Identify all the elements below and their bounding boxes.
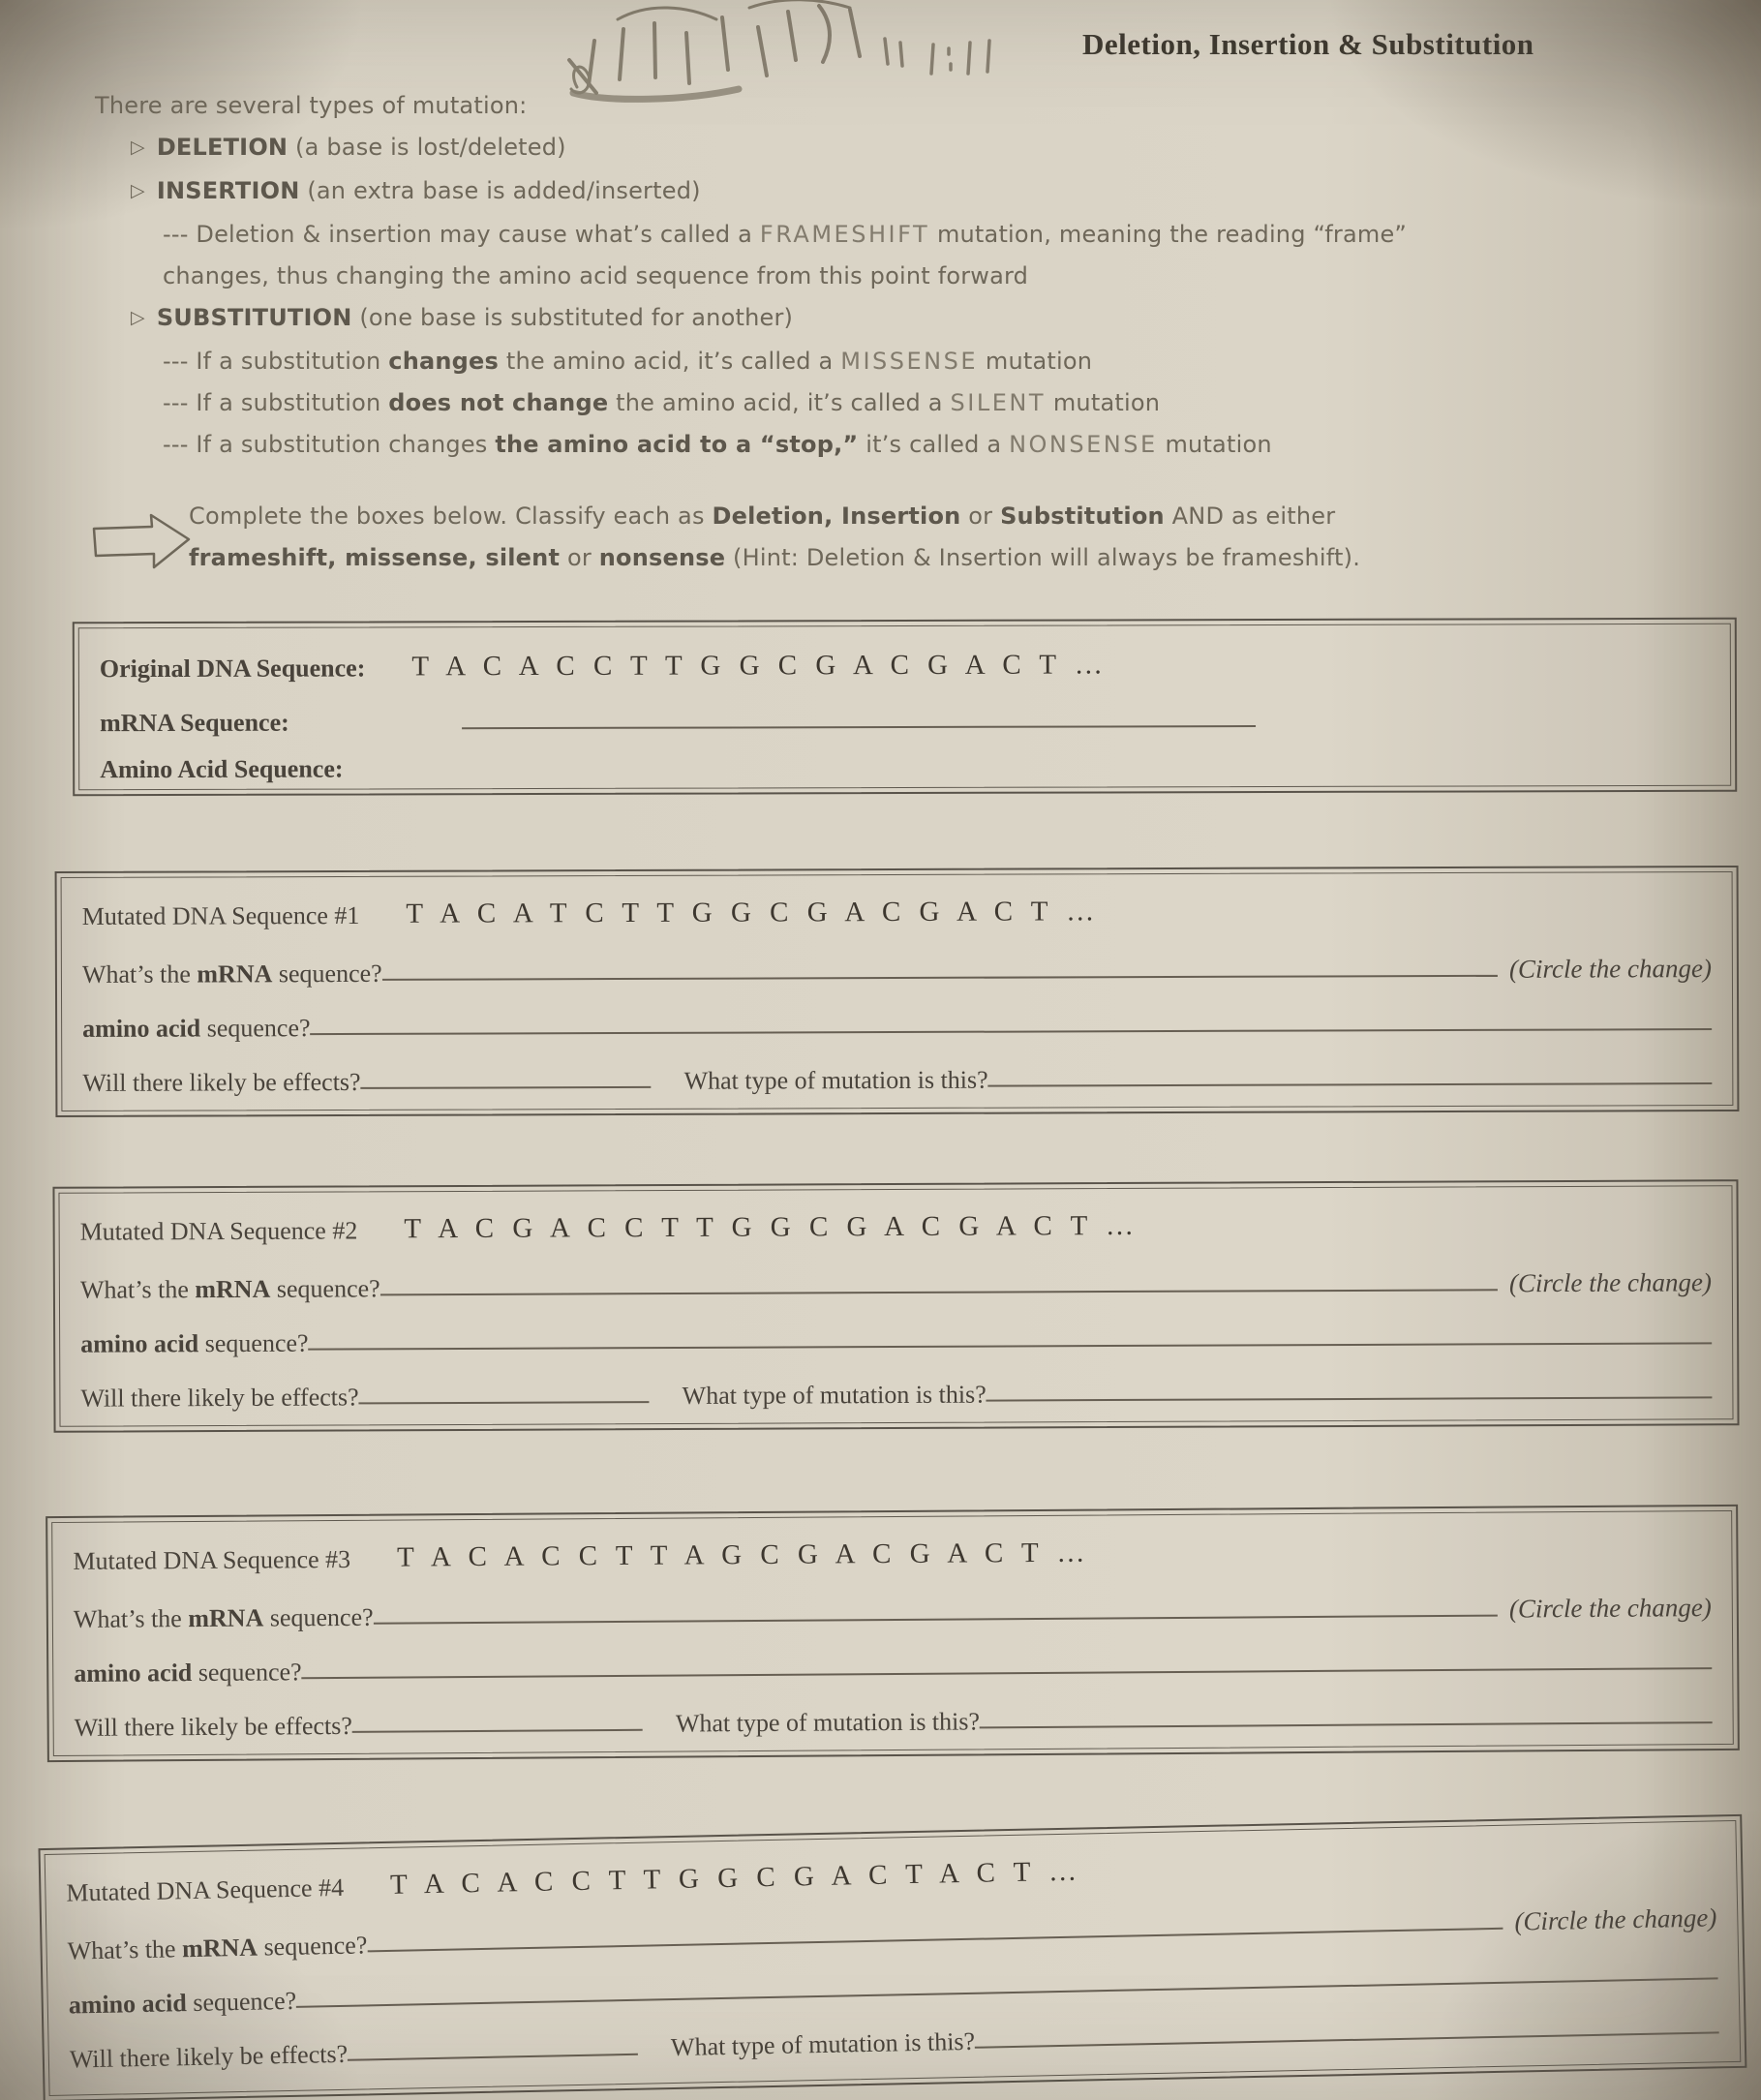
mutation-type-label: What type of mutation is this? bbox=[675, 1707, 981, 1738]
mrna-sequence-label: mRNA Sequence: bbox=[100, 708, 289, 737]
text-segment: Complete the boxes below. Classify each as bbox=[189, 502, 713, 530]
amino-question-row bbox=[80, 1311, 1712, 1356]
mutated-box-1 bbox=[55, 866, 1740, 1117]
frameshift-note-line1 bbox=[95, 214, 1528, 256]
bullet-deletion bbox=[95, 127, 1528, 170]
circle-change-note: (Circle the change) bbox=[1508, 1592, 1712, 1624]
text-segment: (one base is substituted for another) bbox=[351, 304, 794, 331]
text-segment: sequence? bbox=[192, 1657, 302, 1687]
text-segment: sequence? bbox=[200, 1013, 311, 1043]
circle-change-note: (Circle the change) bbox=[1514, 1902, 1717, 1936]
text-segment: SUBSTITUTION bbox=[156, 304, 352, 331]
mrna-answer-blank bbox=[374, 1615, 1498, 1625]
text-segment: --- If a substitution changes bbox=[163, 431, 496, 458]
circle-change-note: (Circle the change) bbox=[1508, 953, 1712, 984]
text-segment: or bbox=[560, 544, 599, 571]
arrowhead-bullet-icon: ▷ bbox=[131, 180, 145, 201]
effects-question-label: Will there likely be effects? bbox=[82, 1067, 361, 1097]
mrna-answer-blank bbox=[367, 1928, 1503, 1953]
mutation-type-blank bbox=[975, 2031, 1719, 2048]
effects-question-label: Will there likely be effects? bbox=[80, 1383, 359, 1413]
effects-answer-blank bbox=[348, 2054, 638, 2061]
amino-question-label bbox=[74, 1659, 302, 1687]
bullet-insertion bbox=[95, 170, 1528, 214]
mutated-box-4 bbox=[39, 1814, 1747, 2100]
text-segment: sequence? bbox=[270, 1274, 380, 1303]
text-segment: nonsense bbox=[598, 544, 726, 571]
amino-answer-blank bbox=[296, 1977, 1717, 2007]
text-segment: mRNA bbox=[181, 1933, 258, 1963]
effects-question-label: Will there likely be effects? bbox=[69, 2039, 349, 2074]
mrna-question-row bbox=[80, 1257, 1712, 1302]
instruction-text bbox=[189, 496, 1360, 579]
mutation-type-label: What type of mutation is this? bbox=[682, 1380, 987, 1410]
amino-question-row bbox=[74, 1636, 1712, 1687]
amino-question-label bbox=[80, 1329, 309, 1356]
amino-question-row bbox=[82, 997, 1712, 1042]
bullet-deletion-text bbox=[157, 134, 566, 161]
mutation-type-blank bbox=[988, 1082, 1713, 1087]
mutation-type-blank bbox=[980, 1721, 1713, 1728]
mutated-dna-sequence: T A C A C C T T A G C G A C G A C T … bbox=[396, 1537, 1091, 1573]
original-sequence-box bbox=[73, 618, 1737, 796]
mutated-sequence-row bbox=[73, 1524, 1711, 1574]
intro-heading: There are several types of mutation: bbox=[95, 92, 528, 119]
page-title: Deletion, Insertion & Substitution bbox=[1082, 27, 1534, 61]
text-segment: (Hint: Deletion & Insertion will always be frameshift). bbox=[725, 544, 1361, 571]
mutation-type-label: What type of mutation is this? bbox=[670, 2026, 976, 2061]
mutated-box-3 bbox=[46, 1505, 1740, 1762]
original-sequence-row bbox=[100, 639, 1710, 682]
effects-answer-blank bbox=[359, 1401, 650, 1404]
mrna-row bbox=[100, 693, 1710, 736]
nonsense-note bbox=[95, 424, 1528, 466]
mrna-question-label bbox=[67, 1932, 367, 1964]
silent-note bbox=[95, 382, 1528, 424]
amino-acid-row bbox=[100, 740, 1710, 782]
text-segment: the amino acid to a “stop,” bbox=[495, 431, 859, 458]
text-segment: mRNA bbox=[197, 959, 273, 989]
text-segment: frameshift, missense, silent bbox=[189, 544, 561, 571]
text-segment: What’s the bbox=[67, 1933, 183, 1965]
text-segment: changes, thus changing the amino acid sequence from this point forward bbox=[163, 262, 1029, 289]
bullet-substitution-text bbox=[157, 304, 793, 331]
text-segment: amino acid bbox=[68, 1988, 188, 2020]
mutation-type-label: What type of mutation is this? bbox=[683, 1065, 988, 1095]
original-dna-sequence: T A C A C C T T G G C G A C G A C T … bbox=[411, 649, 1108, 682]
text-segment: mRNA bbox=[195, 1274, 271, 1303]
mutated-box-2 bbox=[52, 1179, 1739, 1433]
text-segment: MISSENSE bbox=[840, 348, 979, 375]
arrowhead-bullet-icon: ▷ bbox=[131, 137, 145, 158]
text-segment: --- Deletion & insertion may cause what’s called a bbox=[163, 221, 760, 248]
text-segment: mutation bbox=[978, 348, 1093, 375]
text-segment: What’s the bbox=[81, 959, 197, 989]
intro-section bbox=[95, 85, 1528, 466]
mrna-answer-blank bbox=[462, 725, 1256, 729]
amino-question-label bbox=[82, 1015, 311, 1042]
instruction-line1 bbox=[189, 496, 1360, 537]
mutated-dna-sequence: T A C A T C T T G G C G A C G A C T … bbox=[406, 895, 1101, 929]
effects-question-row bbox=[82, 1051, 1712, 1096]
effects-answer-blank bbox=[361, 1086, 652, 1089]
text-segment: or bbox=[960, 502, 1001, 530]
text-segment: mutation, meaning the reading “frame” bbox=[929, 221, 1408, 248]
effects-question-label: Will there likely be effects? bbox=[74, 1711, 352, 1742]
text-segment: it’s called a bbox=[858, 431, 1010, 458]
original-dna-label: Original DNA Sequence: bbox=[99, 654, 366, 683]
mutated-sequence-row bbox=[66, 1834, 1715, 1905]
mrna-question-row bbox=[74, 1582, 1712, 1632]
text-segment: NONSENSE bbox=[1009, 431, 1158, 458]
effects-question-row bbox=[74, 1690, 1712, 1741]
text-segment: FRAMESHIFT bbox=[759, 221, 930, 248]
text-segment: (an extra base is added/inserted) bbox=[299, 177, 701, 204]
missense-note bbox=[95, 341, 1528, 382]
mutated-dna-sequence: T A C G A C C T T G G C G A C G A C T … bbox=[404, 1209, 1140, 1244]
mutated-dna-sequence: T A C A C C T T G G C G A C T A C T … bbox=[389, 1855, 1083, 1901]
mutated-sequence-row bbox=[80, 1199, 1712, 1244]
circle-change-note: (Circle the change) bbox=[1508, 1266, 1712, 1297]
mrna-question-label bbox=[82, 960, 382, 988]
mutated-dna-label: Mutated DNA Sequence #4 bbox=[66, 1872, 345, 1907]
instruction-line2 bbox=[189, 537, 1360, 579]
amino-question-label bbox=[68, 1988, 296, 2019]
bullet-substitution bbox=[95, 297, 1528, 341]
text-segment: mRNA bbox=[188, 1603, 264, 1632]
text-segment: (a base is lost/deleted) bbox=[288, 134, 566, 161]
text-segment: --- If a substitution bbox=[163, 348, 389, 375]
text-segment: What’s the bbox=[73, 1603, 189, 1633]
amino-answer-blank bbox=[302, 1667, 1713, 1679]
effects-question-row bbox=[80, 1365, 1712, 1411]
text-segment: mutation bbox=[1046, 389, 1161, 416]
bullet-insertion-text bbox=[157, 177, 701, 204]
mutated-dna-label: Mutated DNA Sequence #1 bbox=[81, 900, 360, 930]
text-segment: the amino acid, it’s called a bbox=[608, 389, 951, 416]
text-segment: the amino acid, it’s called a bbox=[499, 348, 841, 375]
mutated-sequence-row bbox=[82, 885, 1712, 929]
mutated-dna-label: Mutated DNA Sequence #3 bbox=[73, 1544, 351, 1575]
mrna-question-label bbox=[74, 1603, 374, 1631]
text-segment: amino acid bbox=[80, 1328, 199, 1358]
amino-answer-blank bbox=[309, 1342, 1713, 1350]
text-segment: amino acid bbox=[82, 1014, 201, 1043]
arrowhead-bullet-icon: ▷ bbox=[131, 307, 145, 328]
text-segment: sequence? bbox=[263, 1602, 374, 1632]
mutated-dna-label: Mutated DNA Sequence #2 bbox=[79, 1216, 358, 1246]
effects-answer-blank bbox=[352, 1729, 643, 1733]
text-segment: INSERTION bbox=[156, 177, 300, 204]
mutation-type-blank bbox=[987, 1396, 1713, 1401]
block-arrow-icon bbox=[92, 513, 193, 571]
frameshift-note-line2 bbox=[95, 256, 1528, 297]
amino-answer-blank bbox=[311, 1028, 1713, 1035]
mrna-answer-blank bbox=[380, 1289, 1498, 1295]
text-segment: amino acid bbox=[74, 1658, 193, 1688]
amino-acid-sequence-label: Amino Acid Sequence: bbox=[100, 754, 344, 783]
text-segment: sequence? bbox=[272, 959, 382, 988]
text-segment: DELETION bbox=[156, 134, 288, 161]
text-segment: Substitution bbox=[1000, 502, 1165, 530]
text-segment: sequence? bbox=[198, 1328, 309, 1357]
text-segment: AND as either bbox=[1164, 502, 1336, 530]
text-segment: mutation bbox=[1157, 431, 1272, 458]
text-segment: SILENT bbox=[950, 389, 1047, 416]
mrna-question-row bbox=[82, 943, 1712, 988]
text-segment: Deletion, Insertion bbox=[712, 502, 961, 530]
text-segment: What’s the bbox=[79, 1274, 196, 1304]
text-segment: sequence? bbox=[257, 1931, 368, 1962]
mrna-question-label bbox=[80, 1275, 380, 1303]
mrna-answer-blank bbox=[382, 975, 1498, 981]
text-segment: sequence? bbox=[186, 1986, 297, 2017]
text-segment: changes bbox=[388, 348, 500, 375]
text-segment: --- If a substitution bbox=[163, 389, 389, 416]
text-segment: does not change bbox=[388, 389, 609, 416]
